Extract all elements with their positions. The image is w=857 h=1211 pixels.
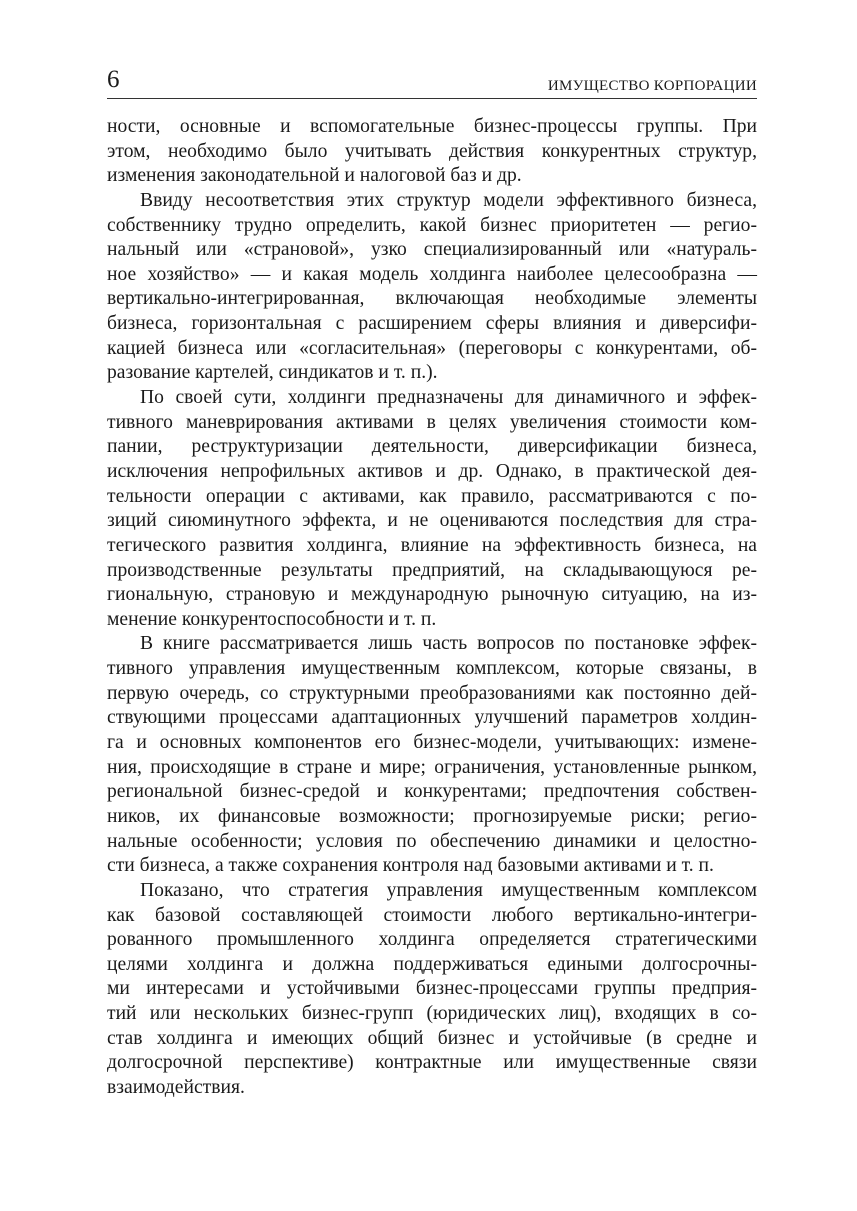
- text-line: вертикально-интегрированная, включающая необходимые элементы: [107, 288, 757, 310]
- text-line: тий или нескольких бизнес-групп (юридических лиц), входящих в со-: [107, 1003, 757, 1025]
- text-line: собственнику трудно определить, какой бизнес приоритетен — регио-: [107, 214, 757, 236]
- text-line: Показано, что стратегия управления имущественным комплексом: [140, 879, 757, 901]
- text-line: Ввиду несоответствия этих структур модели эффективного бизнеса,: [140, 189, 757, 211]
- body-text: [107, 115, 757, 1101]
- text-line: первую очередь, со структурными преобразованиями как постоянно дей-: [107, 682, 757, 704]
- text-line: менение конкурентоспособности и т. п.: [107, 608, 437, 630]
- text-line: взаимодействия.: [107, 1076, 245, 1098]
- text-line: га и основных компонентов его бизнес-модели, учитывающих: измене-: [107, 732, 757, 754]
- page-header: [107, 68, 757, 99]
- text-line: изменения законодательной и налоговой баз и др.: [107, 165, 522, 187]
- text-line: бизнеса, горизонтальная с расширением сферы влияния и диверсифи-: [107, 313, 757, 335]
- text-line: ствующими процессами адаптационных улучшений параметров холдин-: [107, 707, 757, 729]
- running-title: ИМУЩЕСТВО КОРПОРАЦИИ: [547, 78, 757, 94]
- paragraph: [107, 879, 757, 1101]
- paragraph: [107, 386, 757, 632]
- text-line: нальный или «страновой», узко специализированный или «натураль-: [107, 239, 757, 261]
- text-line: В книге рассматривается лишь часть вопросов по постановке эффек-: [140, 633, 757, 655]
- text-line: ния, происходящие в стране и мире; ограничения, установленные рынком,: [107, 756, 757, 778]
- text-line: производственные результаты предприятий, на складывающуюся ре-: [107, 559, 757, 581]
- text-line: ности, основные и вспомогательные бизнес-процессы группы. При: [107, 116, 757, 137]
- text-line: тельности операции с активами, как правило, рассматриваются с по-: [107, 485, 757, 507]
- text-line: тегического развития холдинга, влияние на эффективность бизнеса, на: [107, 534, 757, 556]
- text-line: ников, их финансовые возможности; прогнозируемые риски; регио-: [107, 805, 757, 827]
- text-line: став холдинга и имеющих общий бизнес и устойчивые (в средне и: [107, 1027, 757, 1049]
- text-line: ми интересами и устойчивыми бизнес-процессами группы предприя-: [107, 978, 757, 1000]
- page-number: 6: [107, 66, 120, 93]
- text-line: гиональную, страновую и международную рыночную ситуацию, на из-: [107, 584, 757, 606]
- text-line: сти бизнеса, а также сохранения контроля над базовыми активами и т. п.: [107, 855, 714, 877]
- text-line: разование картелей, синдикатов и т. п.).: [107, 362, 438, 384]
- text-line: нальные особенности; условия по обеспечению динамики и целостно-: [107, 830, 757, 852]
- text-line: региональной бизнес-средой и конкурентами; предпочтения собствен-: [107, 781, 757, 803]
- text-line: кацией бизнеса или «согласительная» (переговоры с конкурентами, об-: [107, 337, 757, 359]
- text-line: целями холдинга и должна поддерживаться едиными долгосрочны-: [107, 953, 757, 975]
- paragraph: [107, 189, 757, 386]
- text-line: исключения непрофильных активов и др. Однако, в практической дея-: [107, 460, 757, 482]
- text-line: зиций сиюминутного эффекта, и не оцениваются последствия для стра-: [107, 510, 757, 532]
- text-line: ное хозяйство» — и какая модель холдинга наиболее целесообразна —: [107, 263, 757, 285]
- text-line: тивного управления имущественным комплексом, которые связаны, в: [107, 658, 757, 680]
- text-line: долгосрочной перспективе) контрактные или имущественные связи: [107, 1052, 757, 1074]
- text-line: пании, реструктуризации деятельности, диверсификации бизнеса,: [107, 436, 757, 458]
- text-line: как базовой составляющей стоимости любого вертикально-интегри-: [107, 904, 757, 926]
- paragraph: [107, 115, 757, 189]
- text-line: тивного маневрирования активами в целях увеличения стоимости ком-: [107, 411, 757, 433]
- text-line: По своей сути, холдинги предназначены для динамичного и эффек-: [140, 387, 757, 409]
- paragraph: [107, 632, 757, 878]
- text-line: этом, необходимо было учитывать действия конкурентных структур,: [107, 140, 757, 162]
- text-line: рованного промышленного холдинга определяется стратегическими: [107, 929, 757, 951]
